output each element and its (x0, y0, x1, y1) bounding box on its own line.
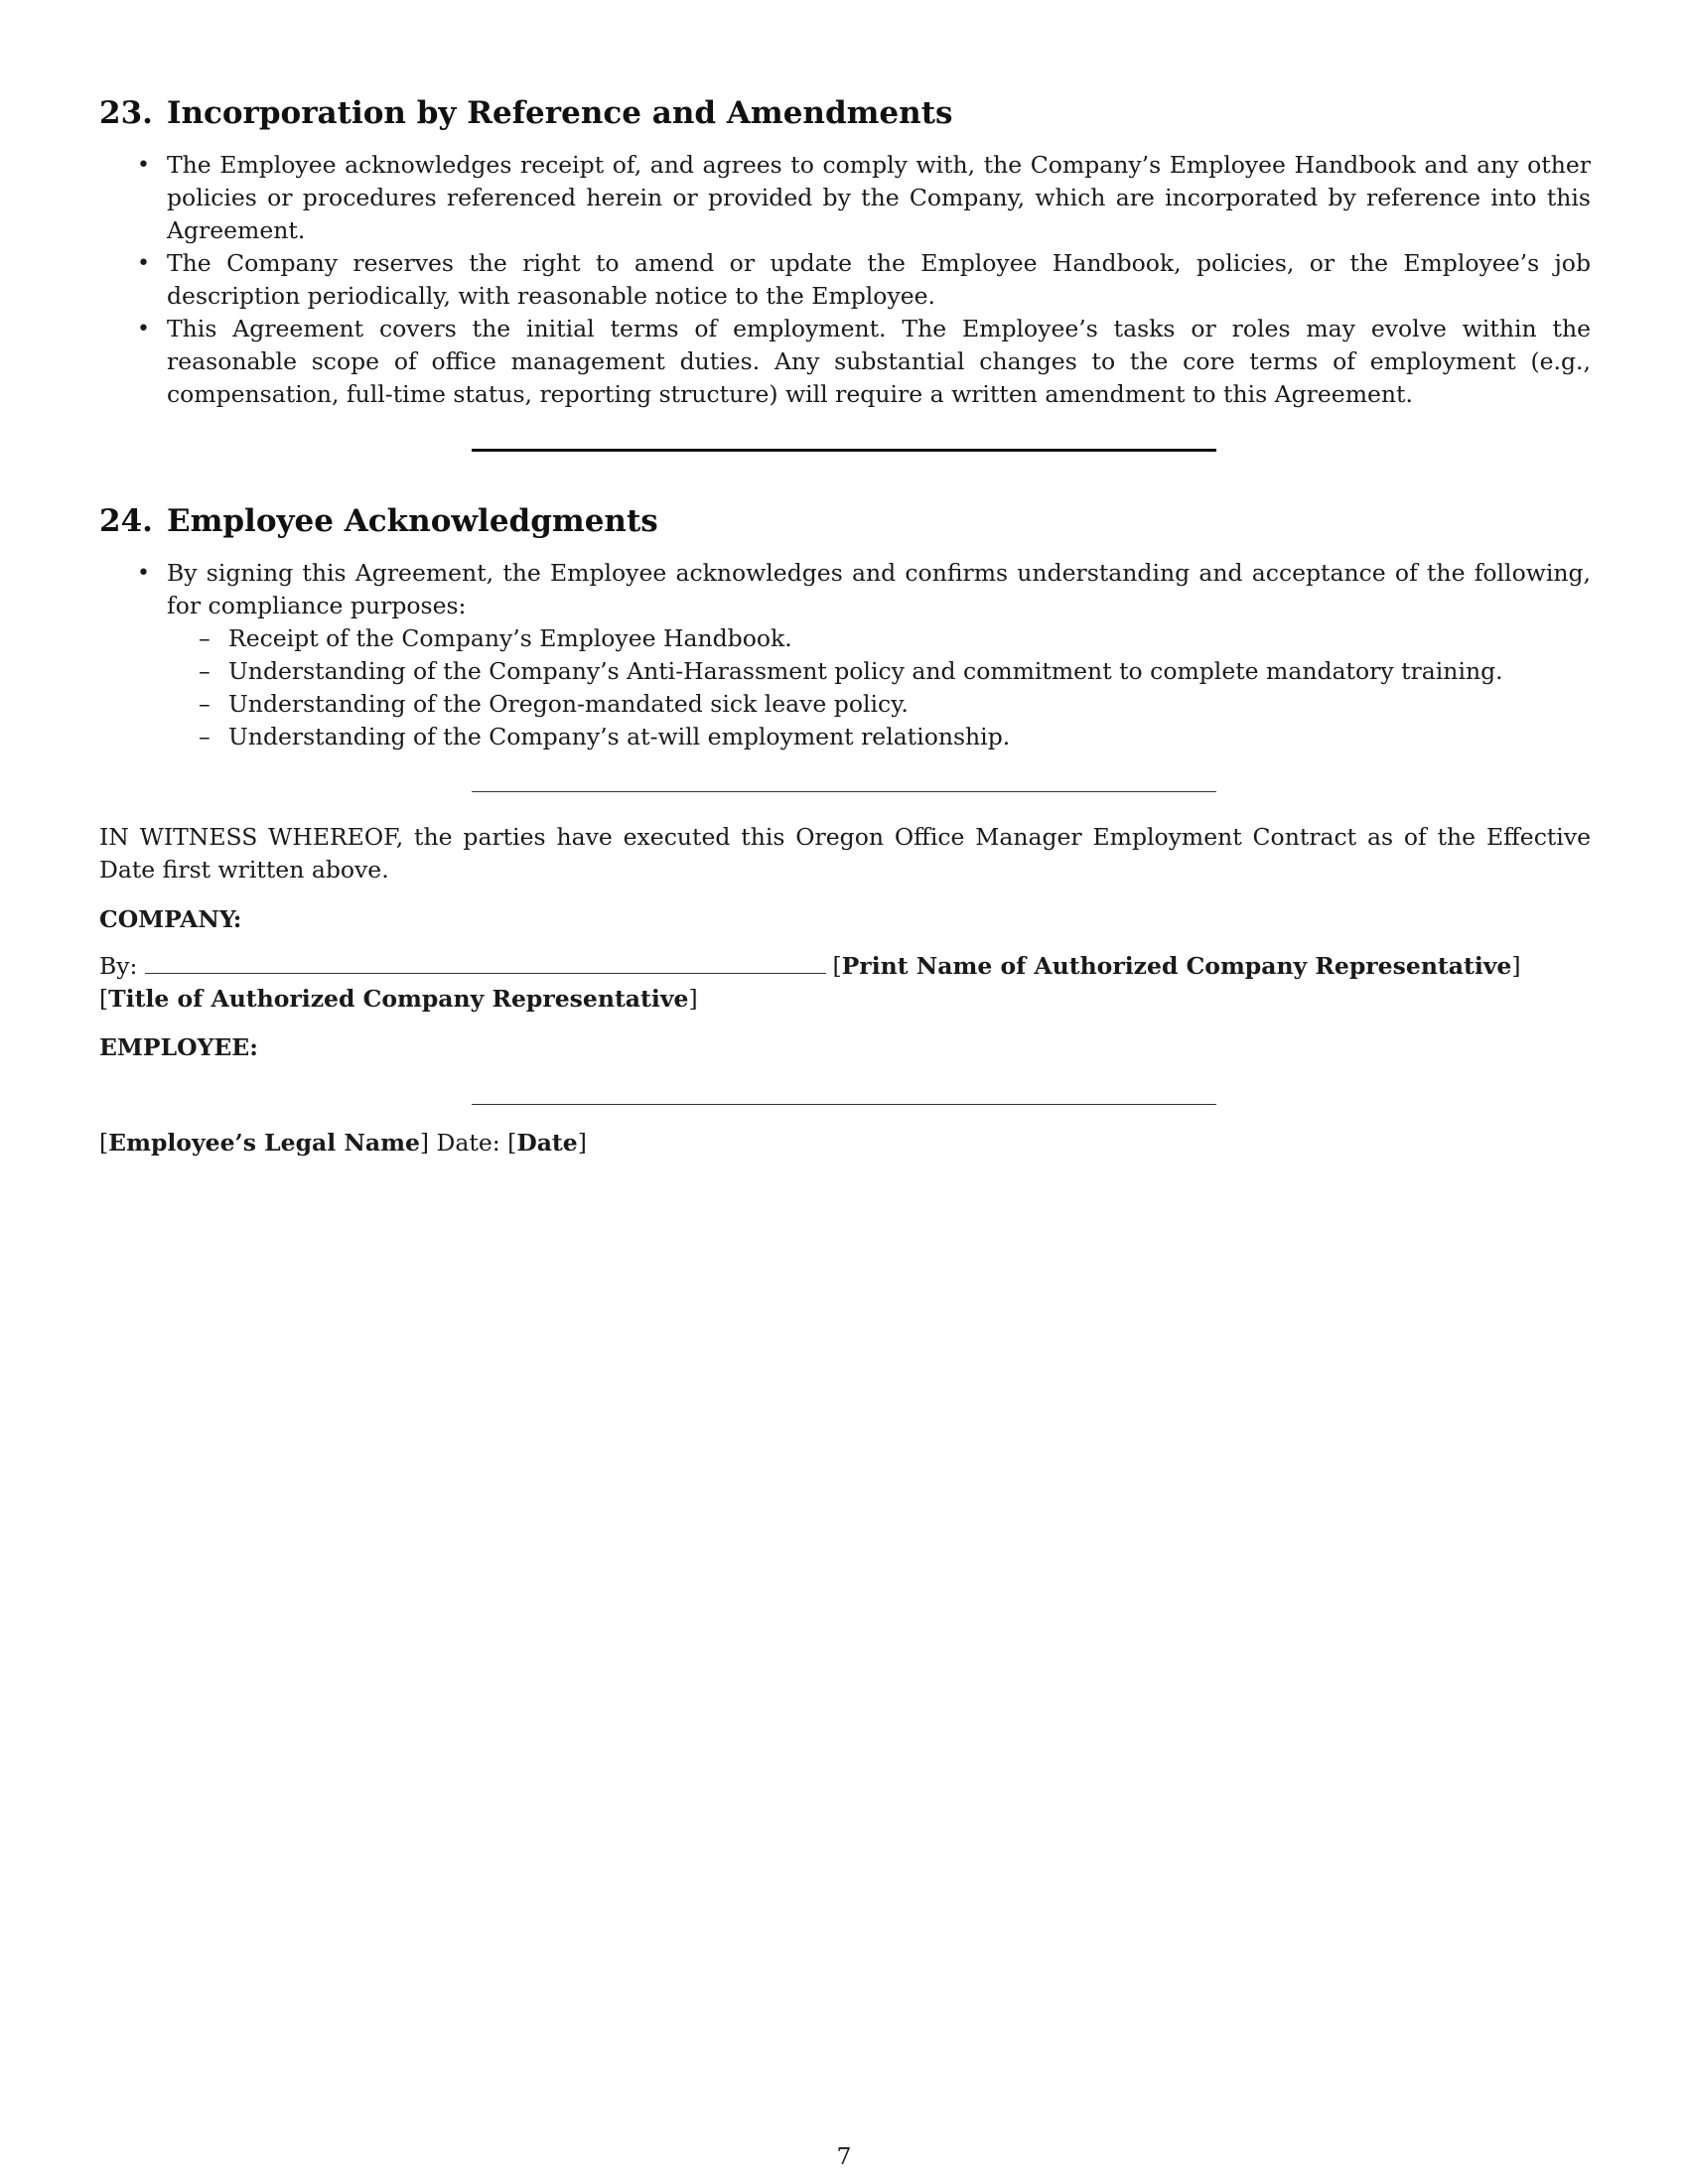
print-name-text: Print Name of Authorized Company Representative (841, 952, 1512, 980)
employee-signature-line[interactable] (472, 1104, 1216, 1105)
company-signature-line[interactable] (145, 953, 826, 974)
by-label: By: (99, 952, 138, 980)
section-24-heading (99, 499, 658, 543)
section-23-number: 23. (99, 95, 153, 131)
section-24-item-3: – Understanding of the Oregon-mandated sick leave policy. (99, 688, 1591, 721)
section-23-heading (99, 91, 952, 135)
section-24-intro-text: By signing this Agreement, the Employee acknowledges and confirms understanding and acceptance of the following, for compliance purposes: (167, 559, 1591, 619)
company-title-row: [Title of Authorized Company Representative] (99, 985, 698, 1013)
section-23-bullet-3: • This Agreement covers the initial terms of employment. The Employee’s tasks or roles may evolve within the reasonable scope of office management duties. Any substantial changes to the core terms of employment (e.g., compensation, full-time status, reporting structure) will require a written amendment to this Agreement. (99, 313, 1591, 411)
section-24-sublist (167, 622, 1591, 753)
date-value: Date (516, 1129, 578, 1157)
section-23-title: Incorporation by Reference and Amendments (166, 95, 953, 131)
section-23-bullets (99, 149, 1591, 411)
employee-heading: EMPLOYEE: (99, 1033, 258, 1061)
employee-legal-name: Employee’s Legal Name (108, 1129, 420, 1157)
section-24-item-4: – Understanding of the Company’s at-will employment relationship. (99, 721, 1591, 753)
section-divider-2 (472, 791, 1216, 792)
section-24-item-2: – Understanding of the Company’s Anti-Harassment policy and commitment to complete mandatory training. (99, 655, 1591, 688)
date-label: Date: (436, 1129, 500, 1157)
company-heading: COMPANY: (99, 905, 242, 933)
section-23-bullet-2: • The Company reserves the right to amend or update the Employee Handbook, policies, or the Employee’s job description periodically, with reasonable notice to the Employee. (99, 247, 1591, 313)
section-divider-1 (472, 449, 1216, 452)
section-24-item-1: – Receipt of the Company’s Employee Handbook. (99, 622, 1591, 655)
section-24-title: Employee Acknowledgments (166, 503, 658, 539)
page-number: 7 (836, 2142, 852, 2170)
print-name-placeholder: [Print Name of Authorized Company Representative] (832, 952, 1521, 980)
section-24-bullet-intro (99, 557, 1591, 753)
section-24-bullets (99, 557, 1591, 753)
section-24-number: 24. (99, 503, 153, 539)
witness-paragraph: IN WITNESS WHEREOF, the parties have executed this Oregon Office Manager Employment Contract as of the Effective Date first written above. (99, 823, 1591, 884)
employee-name-row: [Employee’s Legal Name] Date: [Date] (99, 1129, 587, 1157)
section-23-bullet-1: • The Employee acknowledges receipt of, and agrees to comply with, the Company’s Employee Handbook and any other policies or procedures referenced herein or provided by the Company, which are incorporated by reference into this Agreement. (99, 149, 1591, 247)
company-title-text: Title of Authorized Company Representative (108, 985, 689, 1013)
company-signature-row (99, 950, 1591, 983)
